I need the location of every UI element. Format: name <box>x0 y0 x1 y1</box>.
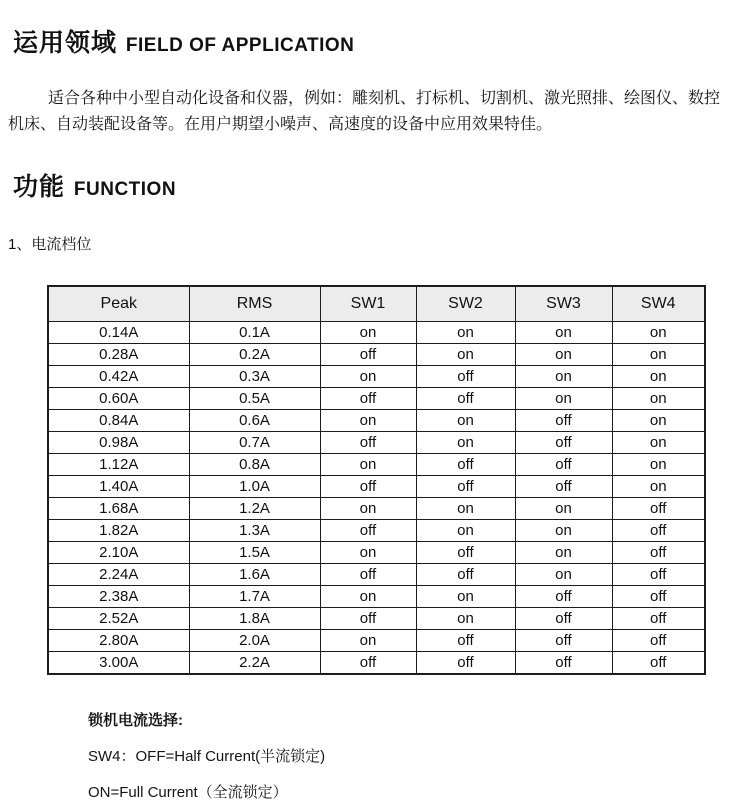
table-cell: off <box>416 652 515 675</box>
table-cell: off <box>320 564 416 586</box>
table-cell: 1.8A <box>189 608 320 630</box>
table-cell: 2.2A <box>189 652 320 675</box>
table-cell: on <box>515 542 612 564</box>
table-cell: off <box>515 476 612 498</box>
table-cell: on <box>515 564 612 586</box>
column-header-sw1: SW1 <box>320 286 416 322</box>
table-cell: 0.42A <box>48 366 189 388</box>
table-cell: off <box>320 432 416 454</box>
table-cell: on <box>416 520 515 542</box>
table-cell: on <box>612 454 705 476</box>
table-cell: 0.28A <box>48 344 189 366</box>
column-header-rms: RMS <box>189 286 320 322</box>
column-header-sw2: SW2 <box>416 286 515 322</box>
table-cell: on <box>320 322 416 344</box>
table-cell: 1.0A <box>189 476 320 498</box>
table-cell: on <box>320 498 416 520</box>
table-cell: on <box>416 322 515 344</box>
table-cell: off <box>416 366 515 388</box>
table-cell: 1.68A <box>48 498 189 520</box>
table-row <box>48 652 705 675</box>
table-cell: 1.7A <box>189 586 320 608</box>
table-cell: off <box>612 608 705 630</box>
table-cell: on <box>320 586 416 608</box>
table-cell: 0.60A <box>48 388 189 410</box>
table-cell: off <box>612 564 705 586</box>
table-cell: on <box>612 432 705 454</box>
table-cell: 0.2A <box>189 344 320 366</box>
table-cell: off <box>320 608 416 630</box>
table-cell: on <box>320 366 416 388</box>
field-of-application-heading <box>0 0 750 59</box>
function-heading <box>0 138 750 203</box>
table-cell: off <box>416 630 515 652</box>
table-cell: 0.84A <box>48 410 189 432</box>
table-cell: off <box>515 454 612 476</box>
table-cell: 0.3A <box>189 366 320 388</box>
table-row <box>48 476 705 498</box>
table-cell: on <box>612 410 705 432</box>
table-cell: 1.5A <box>189 542 320 564</box>
table-row <box>48 608 705 630</box>
table-cell: off <box>320 652 416 675</box>
function-heading-english: FUNCTION <box>73 179 177 200</box>
table-cell: on <box>612 476 705 498</box>
table-cell: on <box>320 542 416 564</box>
table-row <box>48 322 705 344</box>
table-cell: off <box>515 586 612 608</box>
table-row <box>48 564 705 586</box>
table-cell: off <box>515 608 612 630</box>
table-cell: off <box>320 476 416 498</box>
table-cell: 0.7A <box>189 432 320 454</box>
table-cell: off <box>320 388 416 410</box>
table-row <box>48 498 705 520</box>
current-gear-item-label: 1、电流档位 <box>8 236 92 253</box>
notes-sw4-off-line: SW4：OFF=Half Current(半流锁定) <box>88 748 326 765</box>
table-cell: on <box>515 388 612 410</box>
current-table-body <box>48 322 705 675</box>
table-cell: on <box>515 344 612 366</box>
table-cell: 1.3A <box>189 520 320 542</box>
table-cell: 1.6A <box>189 564 320 586</box>
table-cell: 1.2A <box>189 498 320 520</box>
table-cell: 2.24A <box>48 564 189 586</box>
table-cell: off <box>612 630 705 652</box>
table-cell: on <box>612 388 705 410</box>
table-cell: off <box>515 630 612 652</box>
table-cell: on <box>612 322 705 344</box>
table-cell: on <box>612 366 705 388</box>
table-cell: on <box>612 344 705 366</box>
table-cell: 1.40A <box>48 476 189 498</box>
table-cell: off <box>612 652 705 675</box>
application-description-paragraph: 适合各种中小型自动化设备和仪器，例如：雕刻机、打标机、切割机、激光照排、绘图仪、数控机床、自动装配设备等。在用户期望小噪声、高速度的设备中应用效果特佳。 <box>8 90 721 133</box>
table-cell: on <box>416 432 515 454</box>
table-cell: off <box>515 652 612 675</box>
table-cell: 1.82A <box>48 520 189 542</box>
table-row <box>48 520 705 542</box>
table-row <box>48 410 705 432</box>
table-cell: 0.98A <box>48 432 189 454</box>
table-row <box>48 586 705 608</box>
function-heading-chinese: 功能 <box>13 173 66 201</box>
table-cell: 0.6A <box>189 410 320 432</box>
table-cell: 0.5A <box>189 388 320 410</box>
table-cell: off <box>515 432 612 454</box>
table-cell: off <box>416 542 515 564</box>
table-cell: off <box>416 564 515 586</box>
table-cell: off <box>320 344 416 366</box>
table-row <box>48 432 705 454</box>
table-row <box>48 344 705 366</box>
lock-current-notes <box>88 709 750 802</box>
table-cell: off <box>612 542 705 564</box>
field-heading-english: FIELD OF APPLICATION <box>125 35 355 56</box>
table-cell: 3.00A <box>48 652 189 675</box>
table-cell: 2.52A <box>48 608 189 630</box>
table-cell: on <box>416 586 515 608</box>
table-cell: 2.10A <box>48 542 189 564</box>
column-header-peak: Peak <box>48 286 189 322</box>
table-row <box>48 542 705 564</box>
notes-title: 锁机电流选择: <box>88 712 183 729</box>
table-cell: on <box>320 454 416 476</box>
table-cell: on <box>515 498 612 520</box>
table-cell: off <box>612 498 705 520</box>
table-cell: off <box>612 586 705 608</box>
table-cell: 0.14A <box>48 322 189 344</box>
table-row <box>48 366 705 388</box>
table-cell: off <box>416 476 515 498</box>
table-cell: off <box>612 520 705 542</box>
table-cell: on <box>416 344 515 366</box>
table-cell: 0.1A <box>189 322 320 344</box>
table-row <box>48 630 705 652</box>
table-cell: 2.0A <box>189 630 320 652</box>
table-cell: 0.8A <box>189 454 320 476</box>
table-cell: on <box>320 630 416 652</box>
table-cell: on <box>416 498 515 520</box>
table-cell: on <box>515 322 612 344</box>
table-cell: off <box>416 388 515 410</box>
table-cell: off <box>416 454 515 476</box>
table-cell: 2.38A <box>48 586 189 608</box>
table-cell: 2.80A <box>48 630 189 652</box>
table-row <box>48 388 705 410</box>
table-cell: off <box>515 410 612 432</box>
table-cell: on <box>515 520 612 542</box>
table-cell: on <box>320 410 416 432</box>
table-cell: 1.12A <box>48 454 189 476</box>
table-row <box>48 454 705 476</box>
table-cell: off <box>320 520 416 542</box>
table-cell: on <box>515 366 612 388</box>
table-cell: on <box>416 410 515 432</box>
current-setting-table <box>47 285 706 675</box>
table-header-row <box>48 286 705 322</box>
table-cell: on <box>416 608 515 630</box>
column-header-sw3: SW3 <box>515 286 612 322</box>
field-heading-chinese: 运用领域 <box>13 29 118 57</box>
column-header-sw4: SW4 <box>612 286 705 322</box>
notes-sw4-on-line: ON=Full Current（全流锁定） <box>88 784 288 801</box>
